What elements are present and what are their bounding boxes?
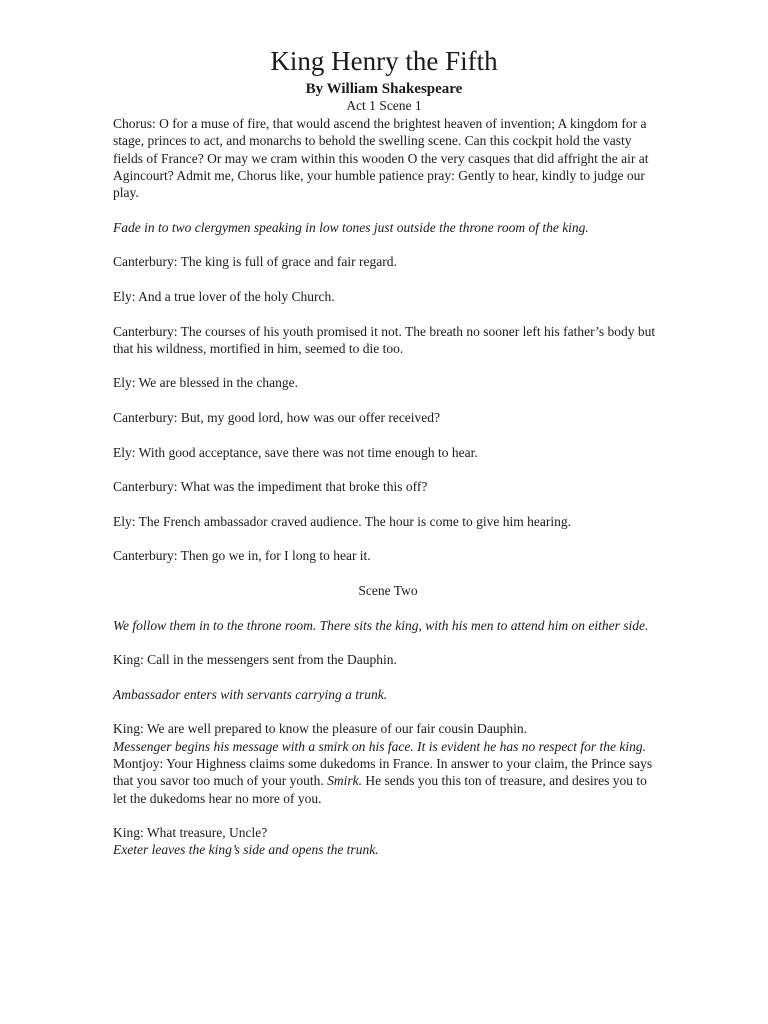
montjoy-speech: Montjoy: Your Highness claims some dukedoms in France. In answer to your claim, the Prince says that you savor too much of your youth.	[113, 755, 653, 789]
script-line: King: We are well prepared to know the pleasure of our fair cousin Dauphin.	[113, 721, 528, 737]
script-body	[113, 115, 663, 859]
script-line-montjoy	[113, 755, 663, 807]
document-author: By William Shakespeare	[305, 81, 463, 97]
inline-stage-direction: Smirk.	[327, 773, 362, 789]
script-line: King: Call in the messengers sent from the Dauphin.	[113, 652, 397, 668]
script-line: Ely: With good acceptance, save there was not time enough to hear.	[113, 444, 478, 460]
script-line: Canterbury: The king is full of grace and fair regard.	[113, 254, 397, 270]
montjoy-speech-cont: He sends you this ton of treasure, and desires you to let the dukedoms hear no more of you.	[113, 773, 647, 806]
act-scene-heading: Act 1 Scene 1	[346, 98, 422, 113]
script-line: Ely: The French ambassador craved audience. The hour is come to give him hearing.	[113, 513, 571, 529]
stage-direction: Exeter leaves the king’s side and opens the trunk.	[113, 842, 379, 858]
script-line: King: What treasure, Uncle?	[113, 825, 268, 841]
stage-direction: Ambassador enters with servants carrying a trunk.	[113, 686, 388, 702]
document-title: King Henry the Fifth	[270, 46, 498, 76]
stage-direction: Fade in to two clergymen speaking in low tones just outside the throne room of the king.	[113, 219, 589, 235]
script-line: Ely: We are blessed in the change.	[113, 375, 298, 391]
script-line: Canterbury: But, my good lord, how was our offer received?	[113, 410, 441, 426]
script-line: Canterbury: Then go we in, for I long to hear it.	[113, 548, 371, 564]
script-line: Ely: And a true lover of the holy Church.	[113, 288, 335, 304]
scene-heading: Scene Two	[358, 583, 418, 599]
stage-direction: We follow them in to the throne room. There sits the king, with his men to attend him on either side.	[113, 617, 649, 633]
script-line: Canterbury: What was the impediment that broke this off?	[113, 479, 428, 495]
script-line: Canterbury: The courses of his youth promised it not. The breath no sooner left his father’s body but that his wildness, mortified in him, seemed to die too.	[113, 323, 656, 356]
script-line: Chorus: O for a muse of fire, that would ascend the brightest heaven of invention; A kingdom for a stage, princes to act, and monarchs to behold the swelling scene. Can this cockpit hold the vasty fields of France? Or may we cram within this wooden O the very casques that did affright the air at Agincourt? Admit me, Chorus like, your humble patience pray: Gently to hear, kindly to judge our play.	[113, 116, 649, 201]
stage-direction: Messenger begins his message with a smirk on his face. It is evident he has no respect for the king.	[113, 738, 647, 754]
